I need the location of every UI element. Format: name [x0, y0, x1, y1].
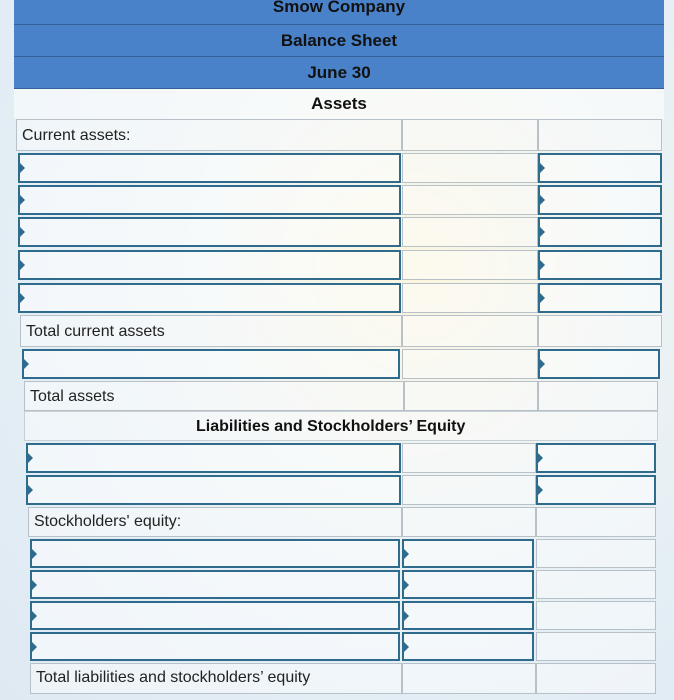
current-asset-name-input-1[interactable]: [18, 153, 401, 183]
equity-name-input-2[interactable]: [30, 570, 400, 599]
equity-amount-input-1[interactable]: [402, 539, 534, 568]
assets-heading: Assets: [311, 94, 367, 113]
equity-right-cell-3: [536, 601, 656, 630]
current-asset-amount-cell-1: [402, 153, 538, 183]
current-asset-name-input-4[interactable]: [18, 250, 401, 280]
current-asset-amount-input-5[interactable]: [538, 283, 662, 313]
current-asset-amount-input-3[interactable]: [538, 217, 662, 247]
current-asset-amount-cell-2: [402, 185, 538, 215]
total-liabilities-equity-amount-cell: [536, 663, 656, 694]
equity-name-input-1[interactable]: [30, 539, 400, 568]
liability-mid-cell-2: [402, 475, 536, 505]
total-liabilities-equity-mid-cell: [402, 663, 536, 694]
equity-amount-input-3[interactable]: [402, 601, 534, 630]
liability-mid-cell-1: [402, 443, 536, 473]
stockholders-equity-label: Stockholders' equity:: [34, 513, 182, 530]
liability-name-input-2[interactable]: [26, 475, 401, 505]
liability-amount-input-1[interactable]: [536, 443, 656, 473]
equity-right-cell-2: [536, 570, 656, 599]
current-asset-amount-cell-3: [402, 217, 538, 247]
current-asset-amount-cell-4: [402, 250, 538, 280]
current-asset-amount-input-2[interactable]: [538, 185, 662, 215]
total-current-assets-right-cell: [538, 315, 662, 347]
total-assets-label: Total assets: [30, 388, 115, 405]
balance-sheet: [14, 0, 664, 700]
total-current-assets-label: Total current assets: [26, 323, 165, 340]
current-assets-total-cell: [538, 119, 662, 151]
equity-name-input-4[interactable]: [30, 632, 400, 661]
liabilities-heading: Liabilities and Stockholders’ Equity: [196, 418, 466, 435]
statement-title-band: [14, 25, 664, 57]
stockholders-equity-mid-cell: [402, 507, 536, 537]
current-asset-name-input-5[interactable]: [18, 283, 401, 313]
equity-amount-input-4[interactable]: [402, 632, 534, 661]
company-name-band: [14, 0, 664, 25]
assets-heading-row: [14, 89, 664, 119]
equity-right-cell-4: [536, 632, 656, 661]
total-current-assets-mid-cell: [402, 315, 538, 347]
stockholders-equity-right-cell: [536, 507, 656, 537]
current-asset-amount-cell-5: [402, 283, 538, 313]
total-liabilities-equity-label: Total liabilities and stockholders’ equity: [36, 669, 311, 686]
current-assets-label: Current assets:: [22, 127, 131, 144]
current-assets-amount-cell: [402, 119, 538, 151]
company-name: Smow Company: [272, 0, 406, 16]
liability-name-input-1[interactable]: [26, 443, 401, 473]
current-asset-amount-input-4[interactable]: [538, 250, 662, 280]
liability-amount-input-2[interactable]: [536, 475, 656, 505]
total-assets-mid-cell: [404, 381, 538, 411]
statement-title: Balance Sheet: [280, 31, 398, 50]
current-asset-amount-input-1[interactable]: [538, 153, 662, 183]
noncurrent-asset-amount-input[interactable]: [538, 349, 660, 379]
equity-right-cell-1: [536, 539, 656, 568]
current-asset-name-input-2[interactable]: [18, 185, 401, 215]
noncurrent-asset-name-input[interactable]: [22, 349, 400, 379]
noncurrent-asset-mid-cell: [402, 349, 538, 379]
statement-date-band: [14, 57, 664, 89]
total-assets-amount-cell: [538, 381, 658, 411]
equity-name-input-3[interactable]: [30, 601, 400, 630]
current-asset-name-input-3[interactable]: [18, 217, 401, 247]
equity-amount-input-2[interactable]: [402, 570, 534, 599]
statement-date: June 30: [307, 63, 371, 82]
